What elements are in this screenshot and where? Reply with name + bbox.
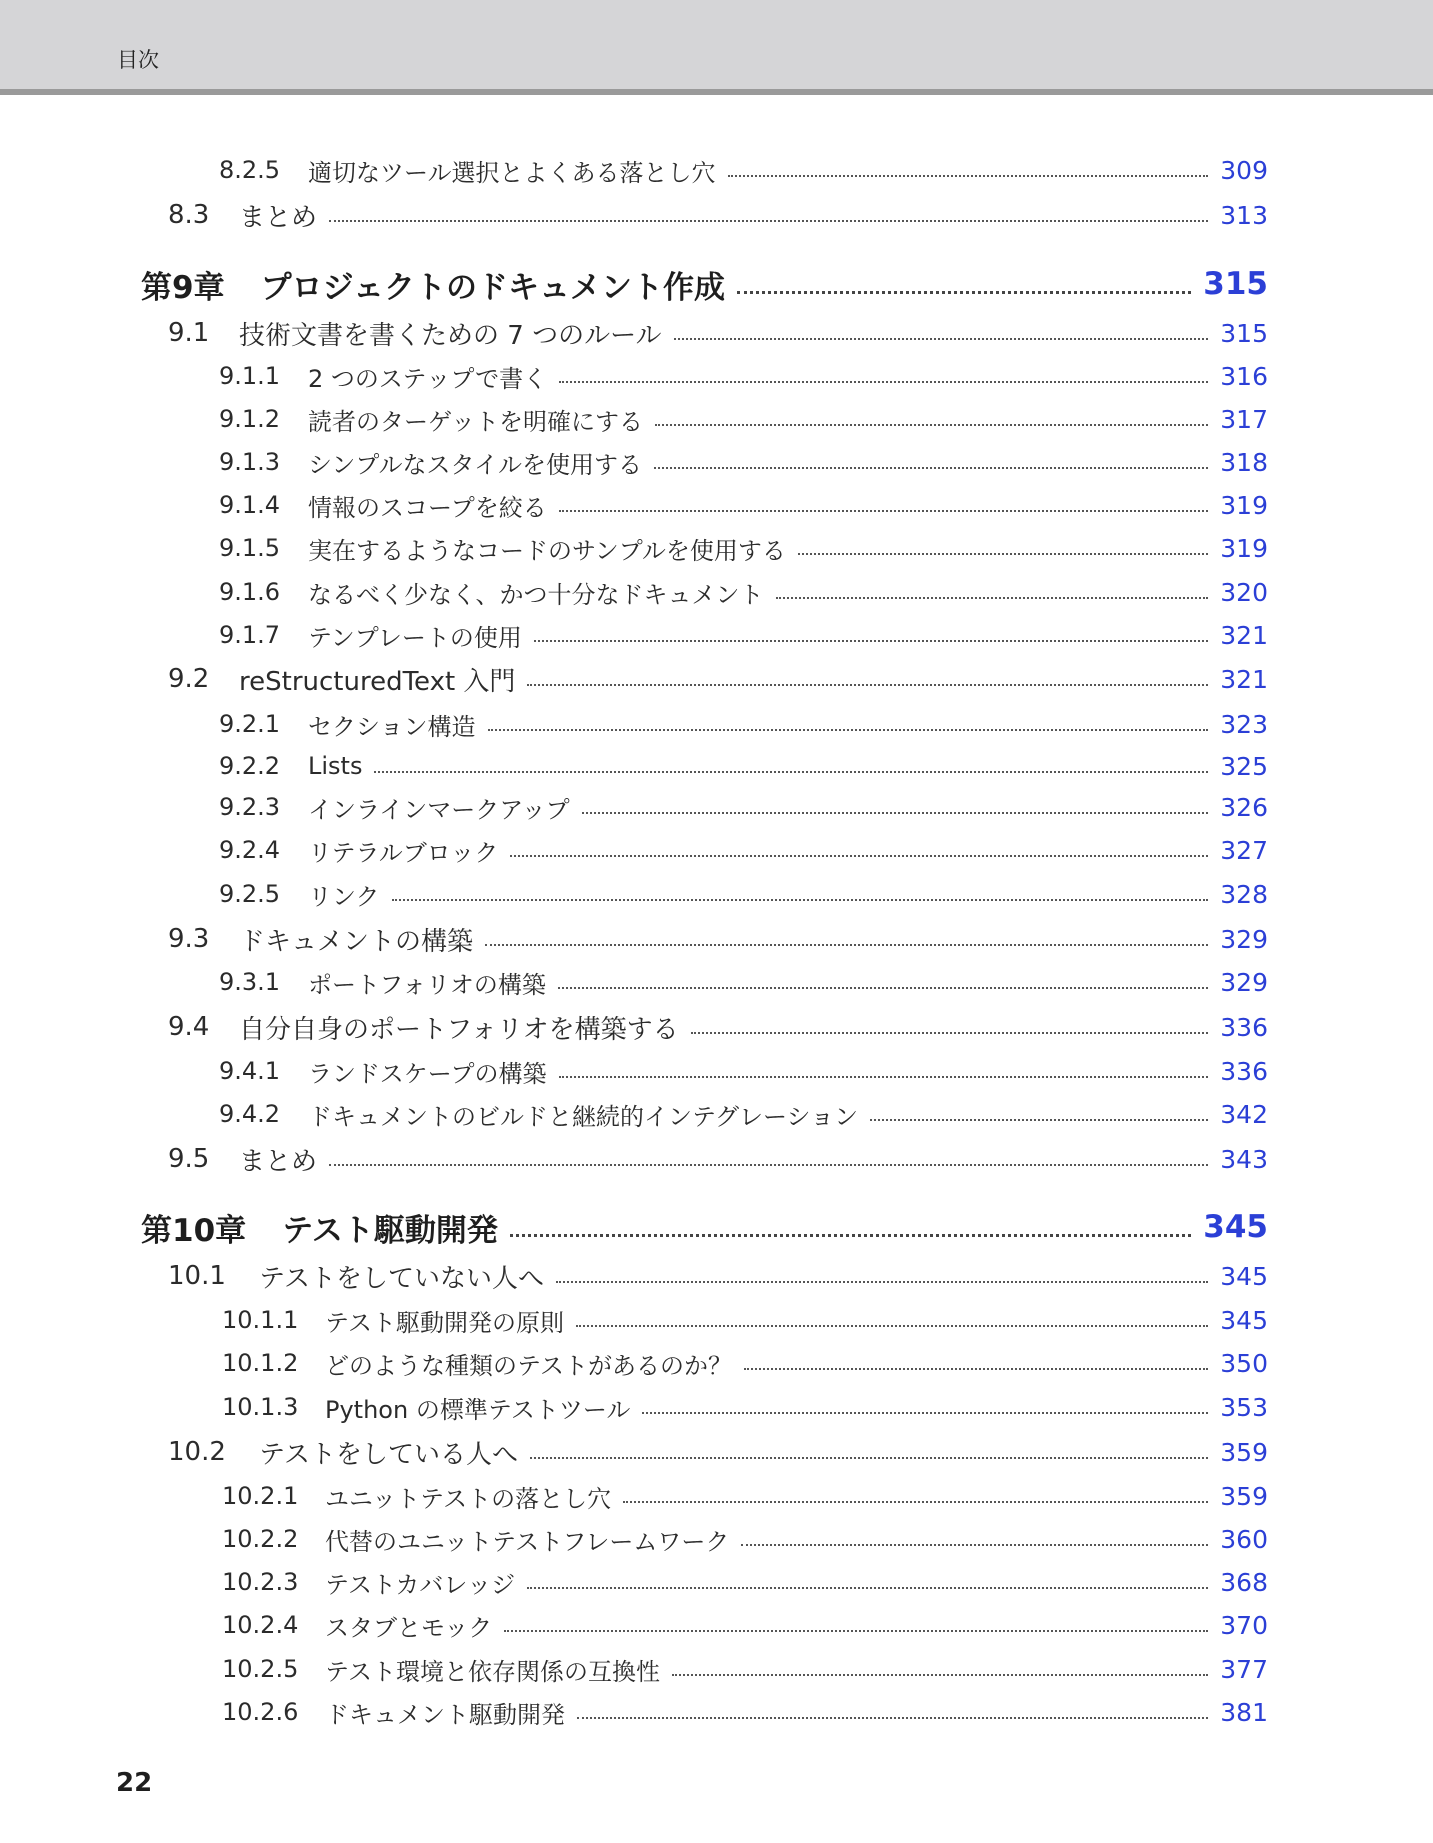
entry-page: 377	[1220, 1654, 1268, 1684]
dot-leader	[534, 640, 1208, 642]
dot-leader	[559, 381, 1208, 383]
dot-leader	[329, 220, 1208, 222]
entry-number: 10.2.1	[222, 1482, 299, 1510]
entry-number: 9.1	[168, 318, 210, 348]
entry-number: 9.2.3	[219, 793, 281, 821]
entry-page: 329	[1220, 967, 1268, 997]
chapter-title: プロジェクトのドキュメント作成	[260, 269, 725, 306]
dot-leader	[672, 1674, 1208, 1676]
entry-page: 327	[1220, 835, 1268, 865]
entry-title: どのような種類のテストがあるのか？	[325, 1351, 733, 1380]
dot-leader	[559, 1076, 1209, 1078]
dot-leader	[329, 1164, 1208, 1166]
dot-leader	[870, 1119, 1208, 1121]
entry-title: テンプレートの使用	[308, 623, 522, 652]
entry-page: 309	[1220, 155, 1268, 185]
toc-entry[interactable]	[0, 1649, 1433, 1689]
entry-page: 320	[1220, 577, 1268, 607]
dot-leader	[654, 467, 1208, 469]
entry-title: 代替のユニットテストフレームワーク	[325, 1527, 730, 1556]
entry-title: インラインマークアップ	[308, 795, 570, 824]
entry-title: 技術文書を書くための 7 つのルール	[239, 320, 662, 351]
running-header	[0, 0, 1433, 95]
entry-page: 336	[1220, 1012, 1268, 1042]
toc-entry[interactable]	[0, 787, 1433, 827]
entry-page: 325	[1220, 751, 1268, 781]
toc-entry[interactable]	[0, 962, 1433, 1002]
entry-title: リテラルブロック	[308, 838, 499, 867]
toc-entry[interactable]	[0, 1139, 1433, 1179]
toc-entry[interactable]	[0, 1051, 1433, 1091]
toc-chapter-heading[interactable]	[0, 258, 1433, 310]
entry-page: 318	[1220, 447, 1268, 477]
toc-entry[interactable]	[0, 1476, 1433, 1516]
toc-entry[interactable]	[0, 1007, 1433, 1047]
toc-entry[interactable]	[0, 528, 1433, 568]
entry-title: 情報のスコープを絞る	[308, 493, 547, 522]
entry-title: テストをしている人へ	[259, 1439, 518, 1470]
entry-number: 10.1.3	[222, 1393, 299, 1421]
entry-title: ランドスケープの構築	[308, 1059, 547, 1088]
entry-page: 328	[1220, 879, 1268, 909]
dot-leader	[527, 684, 1208, 686]
dot-leader	[485, 944, 1208, 946]
entry-title: ユニットテストの落とし穴	[325, 1484, 612, 1513]
toc-entry[interactable]	[0, 704, 1433, 744]
entry-number: 9.2.2	[219, 752, 281, 780]
entry-page: 321	[1220, 664, 1268, 694]
toc-entry[interactable]	[0, 1562, 1433, 1602]
entry-page: 319	[1220, 490, 1268, 520]
toc-entry[interactable]	[0, 356, 1433, 396]
toc-entry[interactable]	[0, 1343, 1433, 1383]
entry-title: Python の標準テストツール	[325, 1395, 631, 1424]
entry-number: 9.4.2	[219, 1100, 281, 1128]
entry-number: 9.3.1	[219, 968, 281, 996]
chapter-title: テスト駆動開発	[282, 1212, 498, 1249]
entry-number: 9.1.6	[219, 578, 281, 606]
chapter-page: 345	[1203, 1209, 1268, 1245]
toc-entry[interactable]	[0, 1300, 1433, 1340]
toc-entry[interactable]	[0, 1692, 1433, 1732]
chapter-number: 第10章	[141, 1212, 247, 1249]
entry-title: ドキュメントのビルドと継続的インテグレーション	[308, 1102, 859, 1131]
entry-title: 2 つのステップで書く	[308, 364, 548, 393]
entry-number: 9.2.1	[219, 710, 281, 738]
entry-page: 345	[1220, 1261, 1268, 1291]
entry-number: 9.2.4	[219, 836, 281, 864]
entry-title: テストカバレッジ	[325, 1570, 516, 1599]
entry-page: 353	[1220, 1392, 1268, 1422]
toc-entry[interactable]	[0, 919, 1433, 959]
entry-number: 9.2	[168, 664, 210, 694]
dot-leader	[728, 175, 1209, 177]
entry-number: 9.4.1	[219, 1057, 281, 1085]
toc-entry[interactable]	[0, 830, 1433, 870]
entry-title: 自分自身のポートフォリオを構築する	[239, 1014, 679, 1045]
entry-page: 326	[1220, 792, 1268, 822]
dot-leader	[741, 1544, 1208, 1546]
toc-entry[interactable]	[0, 195, 1433, 235]
entry-title: ドキュメント駆動開発	[325, 1700, 565, 1729]
toc-entry[interactable]	[0, 659, 1433, 699]
dot-leader	[674, 338, 1209, 340]
entry-number: 8.3	[168, 200, 210, 230]
toc-entry[interactable]	[0, 1387, 1433, 1427]
entry-number: 9.1.2	[219, 405, 281, 433]
entry-number: 9.1.3	[219, 448, 281, 476]
entry-number: 10.1.1	[222, 1306, 299, 1334]
toc-entry[interactable]	[0, 1605, 1433, 1645]
entry-title: なるべく少なく、かつ十分なドキュメント	[308, 580, 764, 609]
entry-number: 10.2	[168, 1437, 226, 1467]
dot-leader	[374, 771, 1208, 773]
entry-title: 読者のターゲットを明確にする	[308, 407, 644, 436]
entry-number: 10.2.3	[222, 1568, 299, 1596]
entry-page: 317	[1220, 404, 1268, 434]
entry-number: 9.1.1	[219, 362, 281, 390]
entry-number: 9.3	[168, 924, 210, 954]
dot-leader	[510, 855, 1208, 857]
entry-page: 336	[1220, 1056, 1268, 1086]
toc-entry[interactable]	[0, 615, 1433, 655]
dot-leader	[392, 899, 1209, 901]
toc-entry[interactable]	[0, 485, 1433, 525]
toc-entry[interactable]	[0, 150, 1433, 190]
entry-title: まとめ	[239, 1146, 318, 1177]
dot-leader	[655, 424, 1208, 426]
entry-title: ポートフォリオの構築	[308, 970, 546, 999]
entry-page: 350	[1220, 1348, 1268, 1378]
chapter-page: 315	[1203, 266, 1268, 302]
entry-title: シンプルなスタイルを使用する	[308, 450, 642, 479]
dot-leader	[744, 1368, 1208, 1370]
entry-title: セクション構造	[308, 712, 476, 741]
toc-entry[interactable]	[0, 313, 1433, 353]
entry-page: 319	[1220, 533, 1268, 563]
entry-title: 適切なツール選択とよくある落とし穴	[308, 158, 716, 187]
dot-leader	[504, 1630, 1208, 1632]
entry-page: 316	[1220, 361, 1268, 391]
dot-leader	[582, 812, 1209, 814]
dot-leader	[576, 1325, 1208, 1327]
entry-page: 360	[1220, 1524, 1268, 1554]
entry-number: 9.1.5	[219, 534, 281, 562]
entry-page: 321	[1220, 620, 1268, 650]
dot-leader	[530, 1457, 1208, 1459]
dot-leader	[558, 987, 1208, 989]
entry-title: テスト環境と依存関係の互換性	[325, 1657, 661, 1686]
dot-leader	[488, 729, 1209, 731]
entry-title: ドキュメントの構築	[239, 926, 474, 957]
entry-title: まとめ	[239, 202, 318, 233]
entry-number: 10.1	[168, 1261, 226, 1291]
dot-leader	[623, 1501, 1208, 1503]
toc-entry[interactable]	[0, 1094, 1433, 1134]
entry-page: 381	[1220, 1697, 1268, 1727]
entry-title: リンク	[308, 882, 380, 911]
entry-page: 329	[1220, 924, 1268, 954]
entry-page: 345	[1220, 1305, 1268, 1335]
dot-leader	[577, 1717, 1208, 1719]
entry-page: 313	[1220, 200, 1268, 230]
entry-page: 315	[1220, 318, 1268, 348]
chapter-number: 第9章	[141, 269, 225, 306]
entry-page: 370	[1220, 1610, 1268, 1640]
toc-entry[interactable]	[0, 399, 1433, 439]
entry-title: テスト駆動開発の原則	[325, 1308, 565, 1337]
dot-leader	[510, 1234, 1191, 1237]
entry-page: 342	[1220, 1099, 1268, 1129]
toc-entry[interactable]	[0, 572, 1433, 612]
entry-title: スタブとモック	[325, 1613, 493, 1642]
entry-number: 10.2.5	[222, 1655, 299, 1683]
entry-page: 343	[1220, 1144, 1268, 1174]
header-title: 目次	[117, 48, 159, 72]
toc-chapter-heading[interactable]	[0, 1201, 1433, 1253]
entry-title: reStructuredText 入門	[239, 666, 516, 697]
dot-leader	[556, 1281, 1208, 1283]
entry-title: 実在するようなコードのサンプルを使用する	[308, 536, 786, 565]
entry-number: 9.4	[168, 1012, 210, 1042]
dot-leader	[559, 510, 1208, 512]
page-number: 22	[116, 1768, 153, 1798]
entry-page: 368	[1220, 1567, 1268, 1597]
entry-number: 9.5	[168, 1144, 210, 1174]
dot-leader	[691, 1032, 1209, 1034]
entry-number: 10.2.6	[222, 1698, 299, 1726]
dot-leader	[527, 1587, 1208, 1589]
entry-number: 10.2.2	[222, 1525, 299, 1553]
dot-leader	[798, 553, 1208, 555]
entry-title: Lists	[308, 752, 363, 780]
entry-number: 9.1.7	[219, 621, 281, 649]
dot-leader	[642, 1412, 1208, 1414]
entry-number: 8.2.5	[219, 156, 281, 184]
dot-leader	[776, 597, 1209, 599]
entry-number: 9.2.5	[219, 880, 281, 908]
entry-title: テストをしていない人へ	[259, 1263, 544, 1294]
toc-entry[interactable]	[0, 442, 1433, 482]
entry-page: 323	[1220, 709, 1268, 739]
entry-number: 10.1.2	[222, 1349, 299, 1377]
entry-page: 359	[1220, 1481, 1268, 1511]
entry-page: 359	[1220, 1437, 1268, 1467]
toc-entry[interactable]	[0, 1432, 1433, 1472]
toc-entry[interactable]	[0, 746, 1433, 786]
toc-entry[interactable]	[0, 1256, 1433, 1296]
toc-entry[interactable]	[0, 874, 1433, 914]
entry-number: 9.1.4	[219, 491, 281, 519]
dot-leader	[737, 291, 1191, 294]
toc-entry[interactable]	[0, 1519, 1433, 1559]
entry-number: 10.2.4	[222, 1611, 299, 1639]
